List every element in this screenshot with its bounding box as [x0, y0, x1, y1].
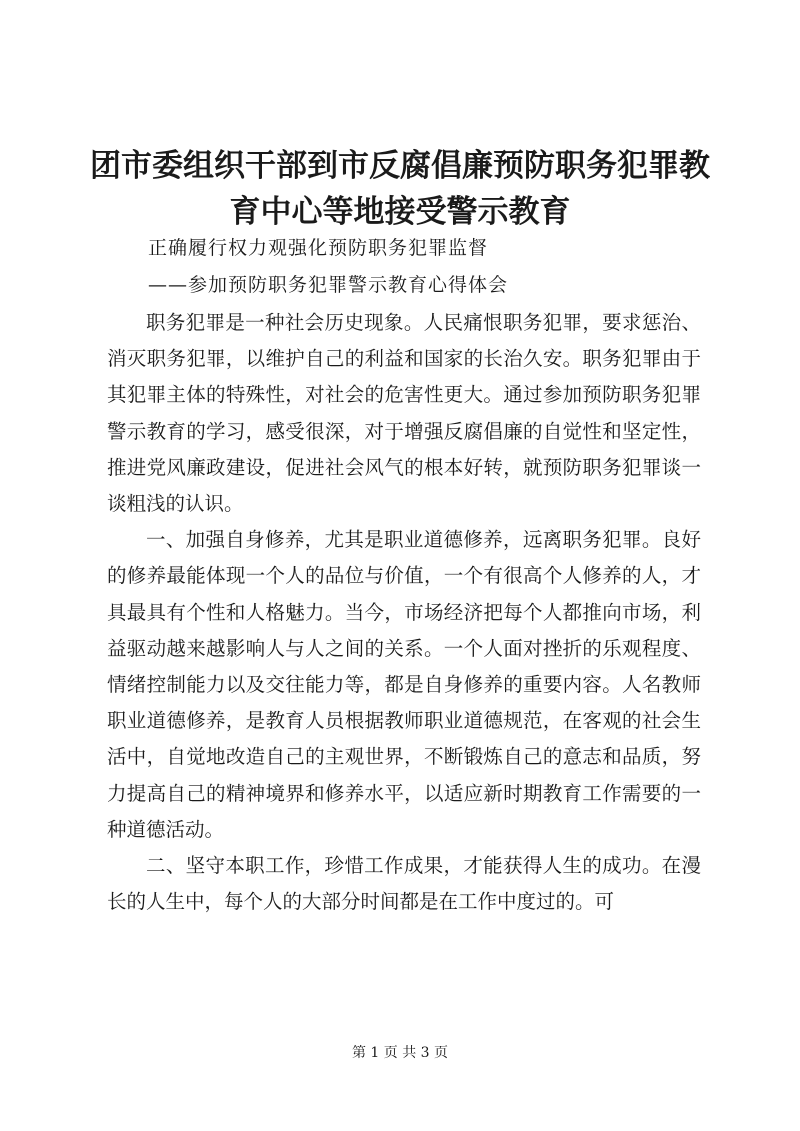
page-number-label: 第 1 页 共 3 页	[351, 1045, 449, 1061]
paragraph-section-1: 一、加强自身修养，尤其是职业道德修养，远离职务犯罪。良好的修养最能体现一个人的品位与价值，一个有很高个人修养的人，才具最具有个性和人格魅力。当今，市场经济把每个人都推向市场，利益驱动越来越影响人与人之间的关系。一个人面对挫折的乐观程度、情绪控制能力以及交往能力等，都是自身修养的重要内容。人名教师职业道德修养，是教育人员根据教师职业道德规范，在客观的社会生活中，自觉地改造自己的主观世界，不断锻炼自己的意志和品质，努力提高自己的精神境界和修养水平，以适应新时期教育工作需要的一种道德活动。	[107, 528, 701, 841]
document-body	[107, 305, 701, 920]
document-title: 团市委组织干部到市反腐倡廉预防职务犯罪教育中心等地接受警示教育	[90, 148, 710, 230]
subtitle-secondary: ——参加预防职务犯罪警示教育心得体会	[148, 274, 509, 296]
subtitle-main: 正确履行权力观强化预防职务犯罪监督	[148, 237, 489, 259]
paragraph-intro: 职务犯罪是一种社会历史现象。人民痛恨职务犯罪，要求惩治、消灭职务犯罪，以维护自己的利益和国家的长治久安。职务犯罪由于其犯罪主体的特殊性，对社会的危害性更大。通过参加预防职务犯罪警示教育的学习，感受很深，对于增强反腐倡廉的自觉性和坚定性，推进党风廉政建设，促进社会风气的根本好转，就预防职务犯罪谈一谈粗浅的认识。	[107, 311, 701, 516]
paragraph-section-2: 二、坚守本职工作，珍惜工作成果，才能获得人生的成功。在漫长的人生中，每个人的大部分时间都是在工作中度过的。可	[107, 854, 701, 914]
page-footer	[0, 1043, 800, 1063]
